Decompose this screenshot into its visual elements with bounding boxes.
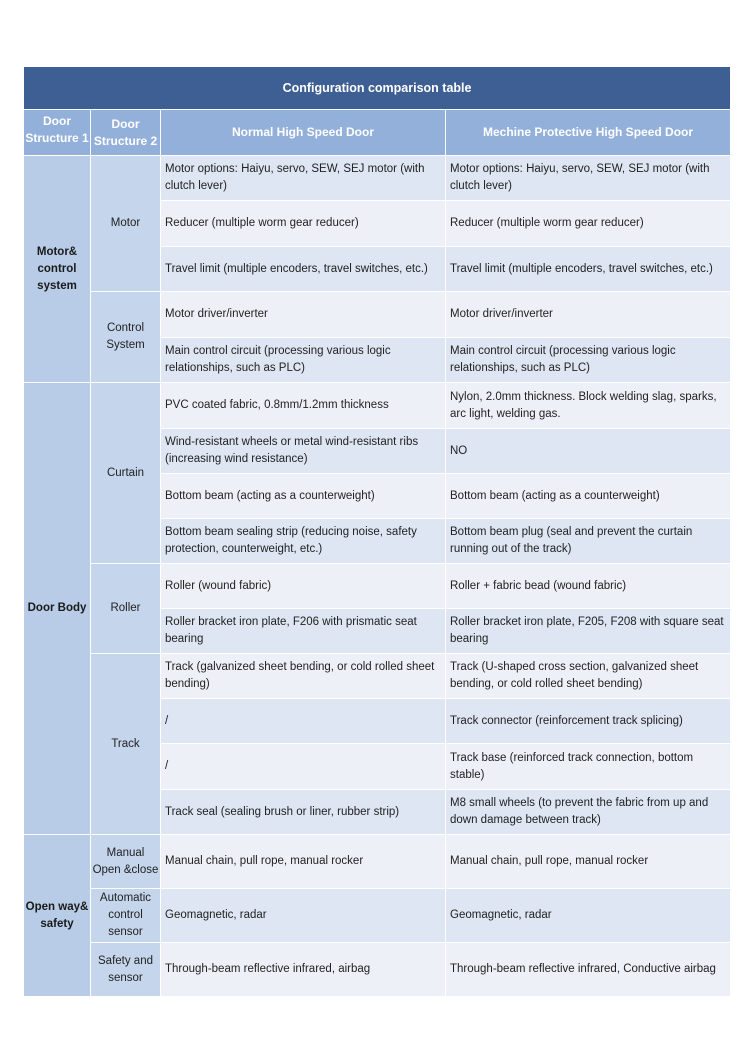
group-label: Motor& control system [24, 156, 91, 383]
table-row [24, 292, 731, 338]
subgroup-label: Manual Open &close [91, 835, 161, 889]
normal-door-cell: / [161, 744, 446, 790]
normal-door-cell: Wind-resistant wheels or metal wind-resistant ribs (increasing wind resistance) [161, 429, 446, 474]
protective-door-cell: Main control circuit (processing various logic relationships, such as PLC) [446, 338, 731, 383]
normal-door-cell: / [161, 699, 446, 744]
header-normal-door: Normal High Speed Door [161, 110, 446, 156]
subgroup-label: Control System [91, 292, 161, 383]
table-title: Configuration comparison table [24, 67, 731, 110]
header-protective-door: Mechine Protective High Speed Door [446, 110, 731, 156]
group-label: Door Body [24, 383, 91, 835]
protective-door-cell: Track (U-shaped cross section, galvanized sheet bending, or cold rolled sheet bending) [446, 654, 731, 699]
normal-door-cell: Manual chain, pull rope, manual rocker [161, 835, 446, 889]
protective-door-cell: Through-beam reflective infrared, Conductive airbag [446, 943, 731, 997]
table-row [24, 564, 731, 609]
protective-door-cell: Motor driver/inverter [446, 292, 731, 338]
normal-door-cell: Motor options: Haiyu, servo, SEW, SEJ motor (with clutch lever) [161, 156, 446, 201]
table-row [24, 835, 731, 889]
table-row [24, 383, 731, 429]
header-door-structure-2: Door Structure 2 [91, 110, 161, 156]
normal-door-cell: Reducer (multiple worm gear reducer) [161, 201, 446, 247]
comparison-table [23, 66, 731, 997]
normal-door-cell: Bottom beam sealing strip (reducing noise, safety protection, counterweight, etc.) [161, 519, 446, 564]
group-label: Open way& safety [24, 835, 91, 997]
normal-door-cell: Track (galvanized sheet bending, or cold rolled sheet bending) [161, 654, 446, 699]
header-door-structure-1: Door Structure 1 [24, 110, 91, 156]
protective-door-cell: Bottom beam (acting as a counterweight) [446, 474, 731, 519]
subgroup-label: Roller [91, 564, 161, 654]
normal-door-cell: PVC coated fabric, 0.8mm/1.2mm thickness [161, 383, 446, 429]
table-row [24, 654, 731, 699]
subgroup-label: Track [91, 654, 161, 835]
subgroup-label: Curtain [91, 383, 161, 564]
protective-door-cell: Roller bracket iron plate, F205, F208 with square seat bearing [446, 609, 731, 654]
protective-door-cell: Travel limit (multiple encoders, travel switches, etc.) [446, 247, 731, 292]
protective-door-cell: Geomagnetic, radar [446, 889, 731, 943]
subgroup-label: Automatic control sensor [91, 889, 161, 943]
subgroup-label: Motor [91, 156, 161, 292]
normal-door-cell: Main control circuit (processing various logic relationships, such as PLC) [161, 338, 446, 383]
protective-door-cell: NO [446, 429, 731, 474]
normal-door-cell: Geomagnetic, radar [161, 889, 446, 943]
normal-door-cell: Through-beam reflective infrared, airbag [161, 943, 446, 997]
protective-door-cell: Manual chain, pull rope, manual rocker [446, 835, 731, 889]
protective-door-cell: Roller + fabric bead (wound fabric) [446, 564, 731, 609]
protective-door-cell: Track base (reinforced track connection, bottom stable) [446, 744, 731, 790]
protective-door-cell: M8 small wheels (to prevent the fabric from up and down damage between track) [446, 790, 731, 835]
protective-door-cell: Reducer (multiple worm gear reducer) [446, 201, 731, 247]
protective-door-cell: Motor options: Haiyu, servo, SEW, SEJ motor (with clutch lever) [446, 156, 731, 201]
normal-door-cell: Track seal (sealing brush or liner, rubber strip) [161, 790, 446, 835]
table-row [24, 156, 731, 201]
subgroup-label: Safety and sensor [91, 943, 161, 997]
table-row [24, 889, 731, 943]
normal-door-cell: Motor driver/inverter [161, 292, 446, 338]
protective-door-cell: Track connector (reinforcement track splicing) [446, 699, 731, 744]
normal-door-cell: Bottom beam (acting as a counterweight) [161, 474, 446, 519]
normal-door-cell: Travel limit (multiple encoders, travel switches, etc.) [161, 247, 446, 292]
normal-door-cell: Roller (wound fabric) [161, 564, 446, 609]
protective-door-cell: Nylon, 2.0mm thickness. Block welding slag, sparks, arc light, welding gas. [446, 383, 731, 429]
table-row [24, 943, 731, 997]
protective-door-cell: Bottom beam plug (seal and prevent the curtain running out of the track) [446, 519, 731, 564]
normal-door-cell: Roller bracket iron plate, F206 with prismatic seat bearing [161, 609, 446, 654]
